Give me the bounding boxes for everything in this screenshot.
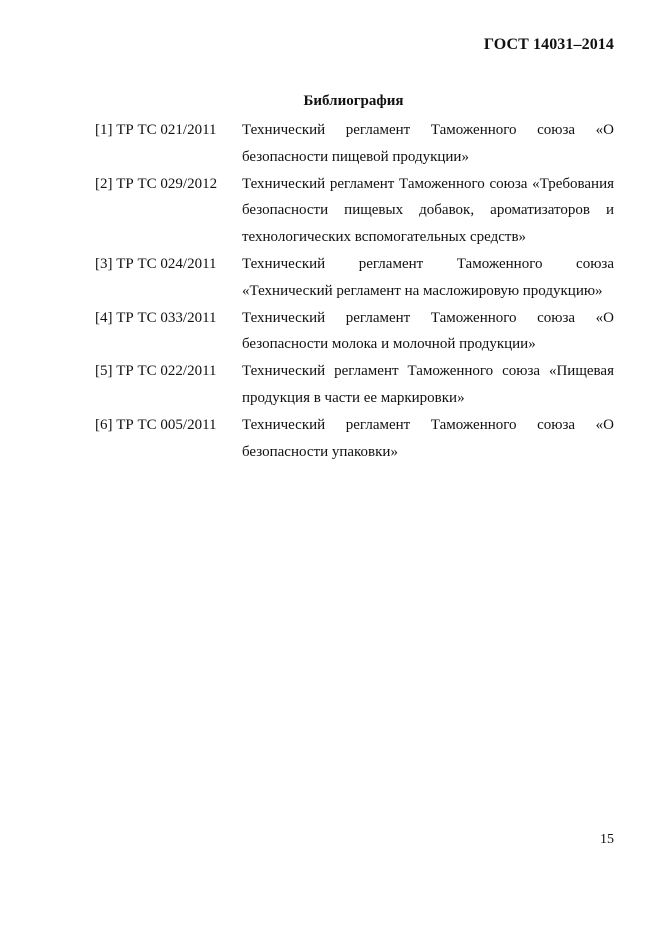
bibliography-title: Библиография xyxy=(303,93,404,109)
bibliography-ref: [2] ТР ТС 029/2012 xyxy=(95,175,218,192)
bibliography-text: Технический регламент Таможенного союза «О безопасности молока и молочной продукции» xyxy=(242,309,614,353)
bibliography-entry xyxy=(95,171,614,251)
bibliography-ref: [4] ТР ТС 033/2011 xyxy=(95,309,217,326)
bibliography-entry xyxy=(95,358,614,412)
bibliography-entry xyxy=(95,251,614,305)
bibliography-entry xyxy=(95,117,614,171)
bibliography-ref: [5] ТР ТС 022/2011 xyxy=(95,363,217,380)
bibliography-ref: [1] ТР ТС 021/2011 xyxy=(95,122,217,138)
bibliography-text: Технический регламент Таможенного союза «Требования безопасности пищевых добавок, ароматизаторов и технологических вспомогательных средств» xyxy=(242,175,614,246)
page-number: 15 xyxy=(600,832,614,847)
bibliography-text: Технический регламент Таможенного союза «Технический регламент на масложировую продукцию» xyxy=(242,255,614,299)
bibliography-entry xyxy=(95,412,614,466)
bibliography-list xyxy=(95,117,614,465)
bibliography-ref: [3] ТР ТС 024/2011 xyxy=(95,255,217,272)
bibliography-ref: [6] ТР ТС 005/2011 xyxy=(95,416,217,433)
document-code: ГОСТ 14031–2014 xyxy=(483,36,614,53)
bibliography-text: Технический регламент Таможенного союза «О безопасности упаковки» xyxy=(242,416,614,460)
bibliography-text: Технический регламент Таможенного союза «Пищевая продукция в части ее маркировки» xyxy=(242,363,614,406)
bibliography-text: Технический регламент Таможенного союза «О безопасности пищевой продукции» xyxy=(242,122,614,165)
bibliography-entry xyxy=(95,305,614,359)
